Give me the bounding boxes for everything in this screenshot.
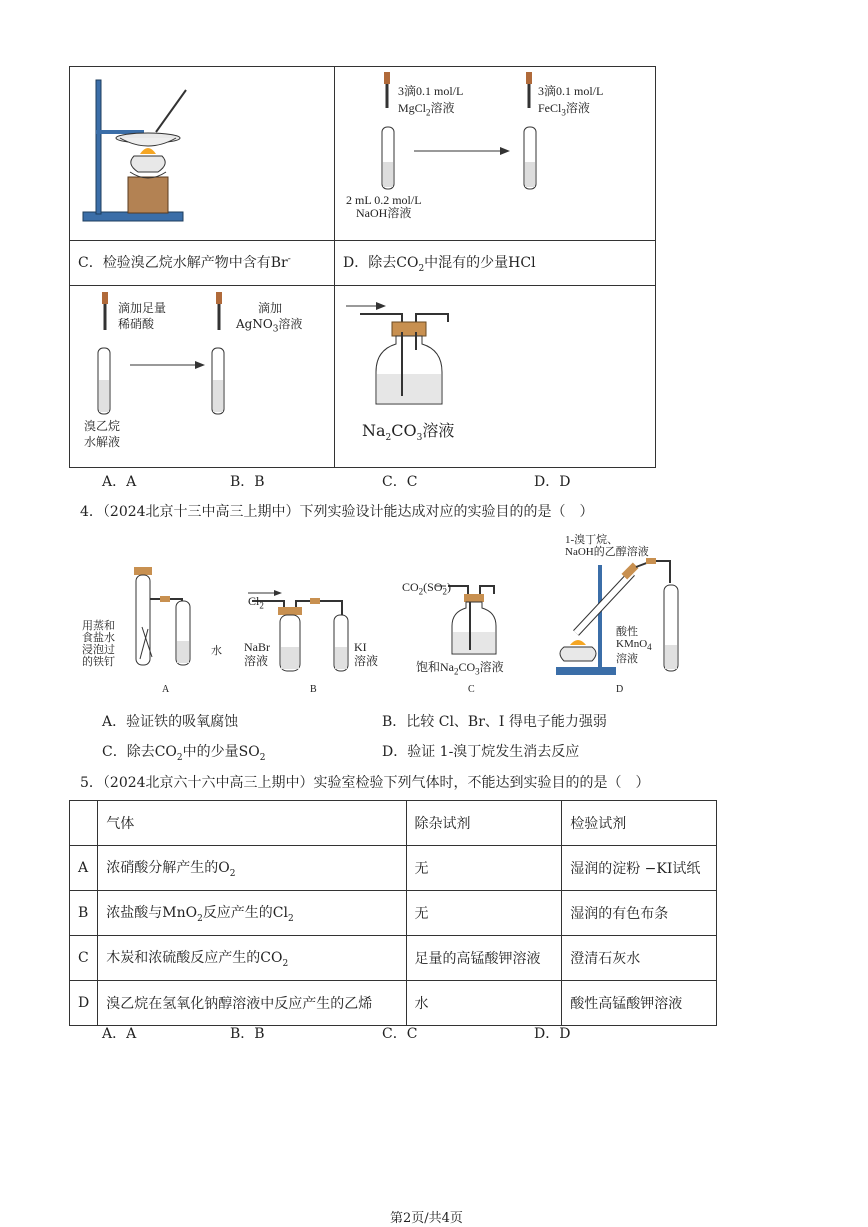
- header-test-reagent: 检验试剂: [562, 801, 717, 846]
- q3-cell-d-text: D．除去$CO_2$中混有的少量HCl: [343, 255, 536, 274]
- row-label: B: [70, 891, 98, 936]
- q3-option-d[interactable]: D．D: [534, 474, 571, 490]
- q5-option-b[interactable]: B．B: [230, 1026, 265, 1042]
- q3-cell-c-text: C．检验溴乙烷水解产物中含有Br-: [78, 254, 291, 271]
- reagent-cell: 无: [406, 846, 562, 891]
- q4-fig-b-caption: B: [310, 684, 317, 695]
- reagent-cell: 足量的高锰酸钾溶液: [406, 936, 562, 981]
- q4-option-c[interactable]: C．除去$CO_2$中的少量$SO_2$: [102, 744, 266, 763]
- q4-option-d[interactable]: D．验证 1-溴丁烷发生消去反应: [382, 744, 580, 760]
- test-cell: 酸性高锰酸钾溶液: [562, 981, 717, 1026]
- fig-c-tube-label: 溴乙烷 水解液: [84, 419, 121, 449]
- test-cell: 澄清石灰水: [562, 936, 717, 981]
- q5-option-c[interactable]: C．C: [382, 1026, 418, 1042]
- fig-b-tube-label: 2 mL 0.2 mol/L NaOH溶液: [346, 193, 422, 220]
- gas-cell: 浓硝酸分解产生的$O_2$: [98, 846, 406, 891]
- table-row: [70, 981, 717, 1026]
- gas-cell: 木炭和浓硫酸反应产生的$CO_2$: [98, 936, 406, 981]
- header-gas: 气体: [98, 801, 406, 846]
- reagent-cell: 水: [406, 981, 562, 1026]
- q3-option-c[interactable]: C．C: [382, 474, 418, 490]
- q4-option-b[interactable]: B．比较 Cl、Br、I 得电子能力强弱: [382, 714, 607, 730]
- q4-figure-a: [120, 565, 220, 680]
- row-label: C: [70, 936, 98, 981]
- q4-fig-d-caption: D: [616, 684, 624, 695]
- table-row: [70, 891, 717, 936]
- q5-stem: 5．（2024北京六十六中高三上期中）实验室检验下列气体时，不能达到实验目的的是（ ）: [80, 775, 650, 791]
- gas-cell: 溴乙烷在氢氧化钠醇溶液中反应产生的乙烯: [98, 981, 406, 1026]
- q4-stem: 4．（2024北京十三中高三上期中）下列实验设计能达成对应的实验目的的是（ ）: [80, 504, 594, 520]
- q4-fig-a-caption: A: [162, 684, 170, 695]
- q4-fig-c-solution: 饱和$Na_2CO_3$溶液: [416, 660, 504, 677]
- fig-c-dropper1-label: 滴加足量 稀硝酸: [118, 301, 167, 331]
- q4-fig-a-water: 水: [211, 645, 222, 657]
- q4-fig-c-caption: C: [468, 684, 475, 695]
- q4-fig-b-right-label: KI 溶液: [354, 640, 379, 668]
- page-footer: 第2页/共4页: [390, 1211, 463, 1226]
- q4-option-a[interactable]: A．验证铁的吸氧腐蚀: [102, 714, 239, 730]
- test-cell: 湿润的有色布条: [562, 891, 717, 936]
- q4-fig-d-top-label: 1-溴丁烷、 NaOH的乙醇溶液: [565, 534, 649, 558]
- fig-b-dropper1-label: 3滴0.1 mol/L MgCl$_2$溶液: [398, 84, 464, 118]
- q4-fig-b-left-label: NaBr 溶液: [244, 640, 270, 668]
- row-label: A: [70, 846, 98, 891]
- q4-fig-b-gas: $Cl_2$: [248, 594, 264, 611]
- reagent-cell: 无: [406, 891, 562, 936]
- q5-option-d[interactable]: D．D: [534, 1026, 571, 1042]
- q4-fig-a-label: 用蒸和 食盐水 浸泡过 的铁钉: [82, 620, 115, 668]
- q5-option-a[interactable]: A．A: [102, 1026, 137, 1042]
- q3-option-b[interactable]: B．B: [230, 474, 265, 490]
- fig-d-solution-label: $Na_2CO_3$溶液: [362, 421, 455, 444]
- gas-washing-bottle-figure: [340, 292, 480, 412]
- test-cell: 湿润的淀粉 −KI试纸: [562, 846, 717, 891]
- row-label: D: [70, 981, 98, 1026]
- q3-option-a[interactable]: A．A: [102, 474, 137, 490]
- q5-table: [69, 800, 717, 1026]
- fig-b-dropper2-label: 3滴0.1 mol/L FeCl$_3$溶液: [538, 84, 604, 118]
- q4-fig-d-right-label: 酸性 KMnO$_4$ 溶液: [616, 626, 652, 666]
- gas-cell: 浓盐酸与MnO$_2$反应产生的$Cl_2$: [98, 891, 406, 936]
- table-header-row: [70, 801, 717, 846]
- fig-c-dropper2-label: 滴加 AgNO$_3$溶液: [236, 301, 303, 335]
- header-purify-reagent: 除杂试剂: [406, 801, 562, 846]
- evaporation-apparatus-figure: [78, 72, 228, 227]
- q4-fig-c-gas: $CO_2(SO_2)$: [402, 580, 452, 597]
- table-row: [70, 936, 717, 981]
- table-row: [70, 846, 717, 891]
